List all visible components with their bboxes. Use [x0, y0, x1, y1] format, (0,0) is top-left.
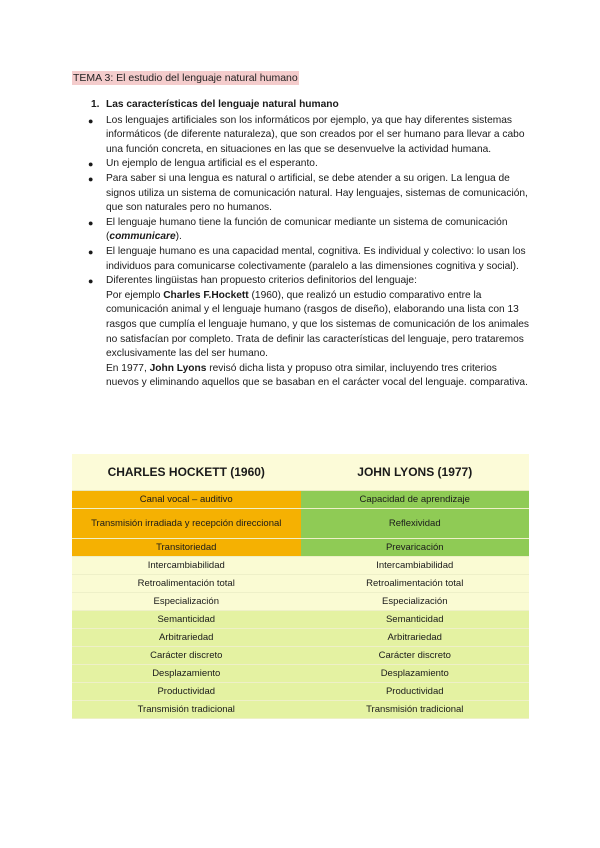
- table-row: [72, 665, 529, 683]
- lyons-cell: Retroalimentación total: [301, 575, 530, 593]
- list-item: [72, 274, 532, 391]
- bullet-text: Para saber si una lengua es natural o artificial, se debe atender a su origen. La lengua de signos utiliza un sistema de comunicación natural. Hay lenguajes, sistemas de comunicación, que son naturales pero no humanos.: [106, 172, 528, 214]
- page-title: TEMA 3: El estudio del lenguaje natural humano: [73, 72, 298, 84]
- hockett-cell: Transmisión irradiada y recepción direccional: [72, 509, 301, 539]
- latin-term: communicare: [109, 231, 176, 243]
- bullet-text: El lenguaje humano es una capacidad mental, cognitiva. Es individual y colectivo: lo usan los individuos para comunicarse colectivamente (paralelo a las dimensiones cognitiva y social).: [106, 245, 526, 272]
- list-item: [72, 114, 532, 158]
- hockett-paragraph: Por ejemplo Charles F.Hockett (1960), que realizó un estudio comparativo entre la comunicación animal y el lenguaje humano (rasgos de diseño), elaborando una lista con 13 rasgos que cumplía el lenguaje humano, y que los sistemas de comunicación de los animales no satisfacían por completo. Trata de definir las características del lenguaje, pero trataremos exclusivamente las del ser humano.: [106, 289, 530, 360]
- bullet-text: Los lenguajes artificiales son los informáticos por ejemplo, ya que hay diferentes sistemas informáticos (de diferente naturaleza), que son creados por el ser humano para llevar a cabo una función concreta, en situaciones en las que se desenvuelve la actividad humana.: [106, 114, 525, 155]
- section-heading-text: Las características del lenguaje natural humano: [106, 99, 339, 110]
- lyons-cell: Desplazamiento: [301, 665, 530, 683]
- table-row: [72, 491, 529, 509]
- lyons-cell: Prevaricación: [301, 539, 530, 557]
- table-row: [72, 557, 529, 575]
- bullet-icon: ●: [88, 246, 94, 257]
- section-characteristics: [72, 98, 532, 391]
- list-item: [72, 172, 532, 216]
- bullet-list: [72, 114, 532, 391]
- hockett-cell: Carácter discreto: [72, 647, 301, 665]
- header-lyons: JOHN LYONS (1977): [301, 454, 530, 491]
- table-row: [72, 701, 529, 719]
- table-row: [72, 539, 529, 557]
- section-heading: [91, 98, 532, 113]
- features-comparison-table: [72, 454, 529, 719]
- hockett-cell: Transmisión tradicional: [72, 701, 301, 719]
- table-row: [72, 629, 529, 647]
- lyons-cell: Especialización: [301, 593, 530, 611]
- lyons-cell: Semanticidad: [301, 611, 530, 629]
- hockett-cell: Desplazamiento: [72, 665, 301, 683]
- section-number: 1.: [91, 99, 100, 110]
- hockett-name: Charles F.Hockett: [163, 289, 249, 301]
- bullet-text-end: ).: [175, 231, 182, 243]
- bullet-text: Un ejemplo de lengua artificial es el esperanto.: [106, 158, 318, 170]
- table-row: [72, 683, 529, 701]
- hockett-cell: Semanticidad: [72, 611, 301, 629]
- hockett-cell: Retroalimentación total: [72, 575, 301, 593]
- lyons-cell: Intercambiabilidad: [301, 557, 530, 575]
- lyons-cell: Reflexividad: [301, 509, 530, 539]
- bullet-text: El lenguaje humano tiene la función de comunicar mediante un sistema de comunicación (: [106, 216, 508, 243]
- lyons-cell: Transmisión tradicional: [301, 701, 530, 719]
- bullet-intro: Diferentes lingüistas han propuesto criterios definitorios del lenguaje:: [106, 275, 417, 287]
- lyons-cell: Carácter discreto: [301, 647, 530, 665]
- bullet-icon: ●: [88, 159, 94, 170]
- bullet-icon: ●: [88, 173, 94, 184]
- lyons-name: John Lyons: [149, 362, 207, 374]
- table-row: [72, 647, 529, 665]
- hockett-cell: Arbitrariedad: [72, 629, 301, 647]
- lyons-cell: Productividad: [301, 683, 530, 701]
- lyons-cell: Capacidad de aprendizaje: [301, 491, 530, 509]
- table-row: [72, 575, 529, 593]
- hockett-cell: Transitoriedad: [72, 539, 301, 557]
- hockett-cell: Productividad: [72, 683, 301, 701]
- table-row: [72, 593, 529, 611]
- table-header-row: [72, 454, 529, 491]
- list-item: [72, 157, 532, 172]
- header-hockett: CHARLES HOCKETT (1960): [72, 454, 301, 491]
- table-row: [72, 509, 529, 539]
- bullet-icon: ●: [88, 115, 94, 126]
- bullet-icon: ●: [88, 217, 94, 228]
- hockett-cell: Especialización: [72, 593, 301, 611]
- lyons-cell: Arbitrariedad: [301, 629, 530, 647]
- hockett-cell: Canal vocal – auditivo: [72, 491, 301, 509]
- hockett-cell: Intercambiabilidad: [72, 557, 301, 575]
- list-item: [72, 216, 532, 245]
- table-row: [72, 611, 529, 629]
- list-item: [72, 245, 532, 274]
- bullet-icon: ●: [88, 276, 94, 287]
- lyons-paragraph: En 1977, John Lyons revisó dicha lista y propuso otra similar, incluyendo tres criterios nuevos y eliminando aquellos que se basaban en el carácter vocal del lenguaje. comparativa.: [106, 362, 528, 389]
